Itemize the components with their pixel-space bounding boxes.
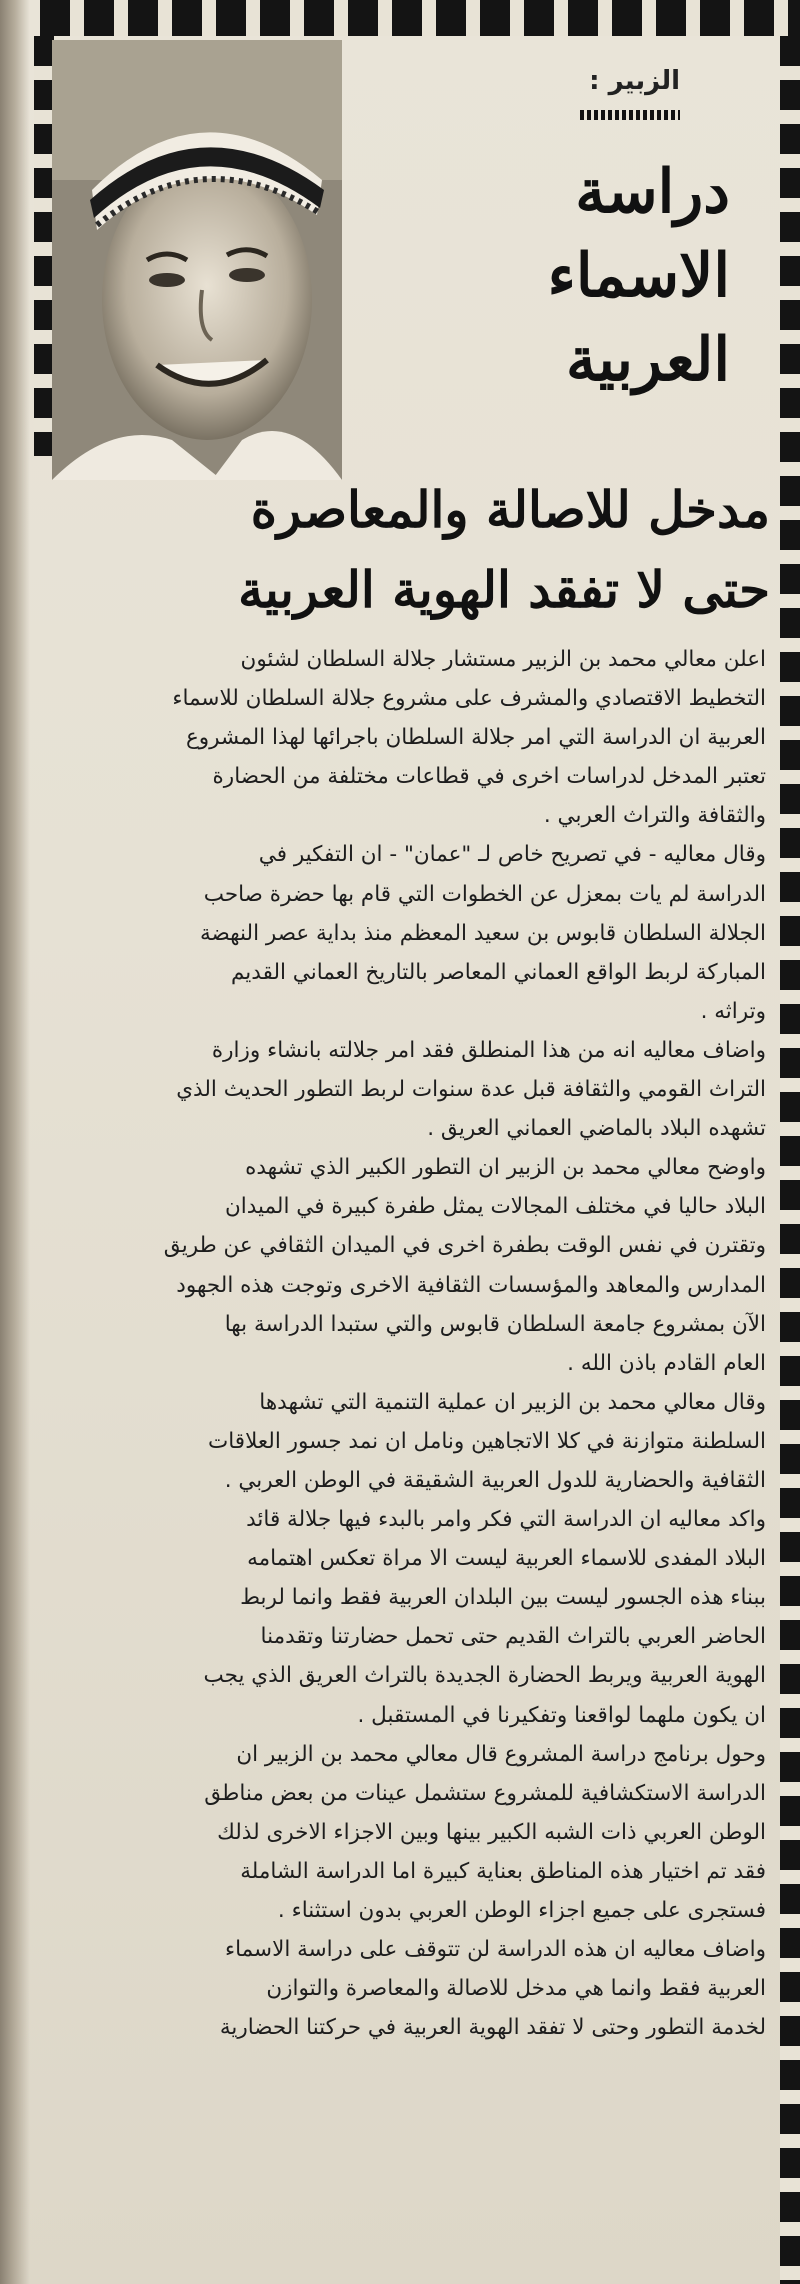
top-decorative-border — [40, 0, 800, 36]
byline-rule — [580, 110, 680, 120]
body-line: التراث القومي والثقافة قبل عدة سنوات لربط التطور الحديث الذي — [176, 1077, 766, 1103]
body-line: الدراسة الاستكشافية للمشروع ستشمل عينات من بعض مناطق — [204, 1780, 766, 1806]
body-line: وقال معاليه - في تصريح خاص لـ "عمان" - ان التفكير في — [258, 842, 766, 868]
body-line: لخدمة التطور وحتى لا تفقد الهوية العربية في حركتنا الحضارية — [219, 2015, 766, 2041]
left-decorative-border — [34, 36, 54, 456]
subtitle-line: مدخل للاصالة والمعاصرة — [250, 480, 770, 539]
article-subtitle — [50, 470, 770, 630]
body-line: البلاد المفدى للاسماء العربية ليست الا مراة تعكس اهتمامه — [247, 1546, 766, 1572]
right-decorative-border — [780, 36, 800, 2284]
body-line: والثقافة والتراث العربي . — [543, 803, 766, 829]
body-line: اعلن معالي محمد بن الزبير مستشار جلالة السلطان لشئون — [240, 647, 766, 672]
body-line: الثقافية والحضارية للدول العربية الشقيقة في الوطن العربي . — [224, 1467, 766, 1493]
body-line: المباركة لربط الواقع العماني المعاصر بالتاريخ العماني القديم — [230, 959, 766, 985]
body-line: العربية فقط وانما هي مدخل للاصالة والمعاصرة والتوازن — [266, 1976, 766, 2002]
body-line: الآن بمشروع جامعة السلطان قابوس والتي ستبدا الدراسة بها — [224, 1311, 766, 1337]
article-body — [26, 640, 766, 2047]
title-line: العربية — [566, 325, 730, 395]
article-title — [440, 150, 730, 402]
portrait-illustration — [52, 40, 342, 480]
body-line: وقال معالي محمد بن الزبير ان عملية التنمية التي تشهدها — [259, 1389, 766, 1415]
body-line: العربية ان الدراسة التي امر جلالة السلطان باجرائها لهذا المشروع — [185, 725, 766, 751]
body-line: وتقترن في نفس الوقت بطفرة اخرى في الميدان الثقافي عن طريق — [163, 1233, 766, 1259]
body-line: الجلالة السلطان قابوس بن سعيد المعظم منذ بداية عصر النهضة — [199, 920, 766, 946]
portrait-photo — [52, 40, 342, 480]
body-line: واوضح معالي محمد بن الزبير ان التطور الكبير الذي تشهده — [245, 1155, 766, 1181]
body-line: واكد معاليه ان الدراسة التي فكر وامر بالبدء فيها جلالة قائد — [246, 1507, 766, 1533]
body-line: فستجرى على جميع اجزاء الوطن العربي بدون استثناء . — [277, 1898, 766, 1923]
body-line: الحاضر العربي بالتراث القديم حتى تحمل حضارتنا وتقدمنا — [260, 1624, 766, 1650]
body-line: العام القادم باذن الله . — [567, 1350, 766, 1376]
body-line: ببناء هذه الجسور ليست بين البلدان العربية فقط وانما لربط — [240, 1585, 766, 1611]
body-line: التخطيط الاقتصادي والمشرف على مشروع جلالة السلطان للاسماء — [172, 686, 766, 712]
body-line: الهوية العربية ويربط الحضارة الجديدة بالتراث العريق الذي يجب — [203, 1663, 766, 1689]
subtitle-line: حتى لا تفقد الهوية العربية — [238, 560, 770, 619]
title-line: دراسة — [575, 157, 730, 227]
body-line: واضاف معاليه ان هذه الدراسة لن تتوقف على دراسة الاسماء — [224, 1937, 766, 1963]
body-line: وحول برنامج دراسة المشروع قال معالي محمد بن الزبير ان — [236, 1741, 766, 1767]
body-line: البلاد حاليا في مختلف المجالات يمثل طفرة كبيرة في الميدان — [224, 1194, 766, 1220]
title-line: الاسماء — [547, 241, 730, 311]
body-line: الدراسة لم يات بمعزل عن الخطوات التي قام بها حضرة صاحب — [203, 881, 766, 907]
body-line: تعتبر المدخل لدراسات اخرى في قطاعات مختلفة من الحضارة — [212, 764, 766, 790]
body-line: واضاف معاليه انه من هذا المنطلق فقد امر جلالته بانشاء وزارة — [211, 1037, 766, 1063]
article-byline: الزبير : — [589, 66, 680, 96]
body-line: ان يكون ملهما لواقعنا وتفكيرنا في المستقبل . — [357, 1702, 766, 1728]
body-line: فقد تم اختيار هذه المناطق بعناية كبيرة اما الدراسة الشاملة — [240, 1858, 766, 1884]
body-line: السلطنة متوازنة في كلا الاتجاهين ونامل ان نمد جسور العلاقات — [208, 1428, 766, 1454]
body-line: المدارس والمعاهد والمؤسسات الثقافية الاخرى وتوجت هذه الجهود — [176, 1272, 766, 1298]
body-line: الوطن العربي ذات الشبه الكبير بينها وبين الاجزاء الاخرى لذلك — [217, 1819, 766, 1845]
body-line: وتراثه . — [700, 998, 766, 1024]
body-line: تشهده البلاد بالماضي العماني العريق . — [427, 1116, 766, 1142]
